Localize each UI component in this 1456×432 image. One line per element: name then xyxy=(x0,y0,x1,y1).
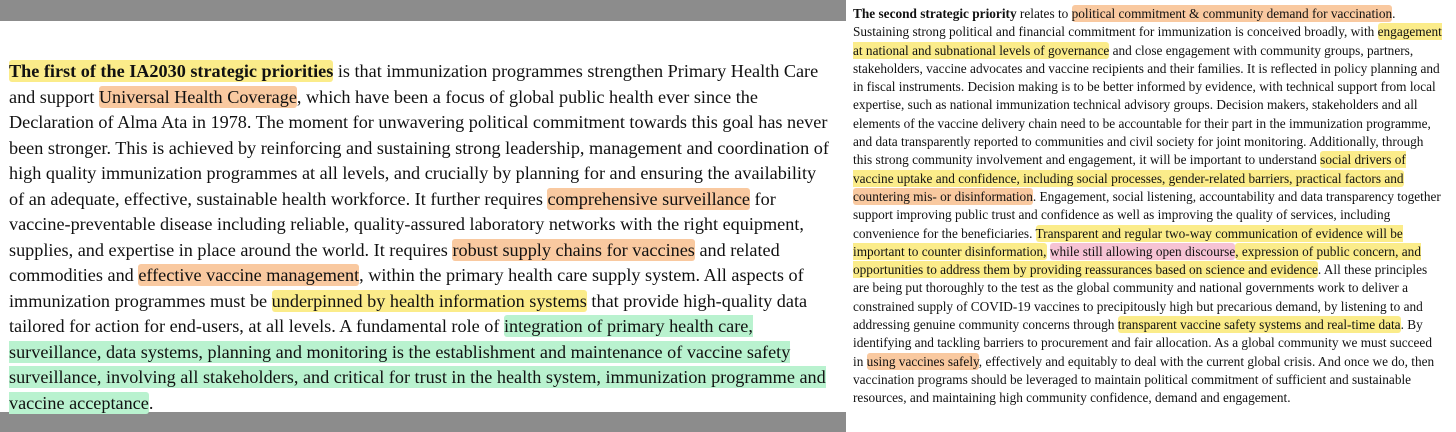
text-run: . Engagement, social listening, accountability and data transparency together support improving public trust and confidence as well as improving the quality of services, including convenience for the beneficiaries. xyxy=(853,188,1441,241)
text-run: and close engagement with community groups, partners, stakeholders, vaccine advocates and vaccine recipients and their families. It is reflected in policy planning and in fiscal instruments. Decision making is to be better informed by evidence, with technical support from local expertise, such as national immunization technical advisory groups. Decision makers, stakeholders and all elements of the vaccine delivery chain need to be accountable for their part in the immunization programme, and data transparently reported to communities and civil society for joint monitoring. Additionally, through this strong community involvement and engagement, it will be important to understand xyxy=(853,42,1440,168)
highlight-disinformation: countering mis- or disinformation xyxy=(853,188,1033,204)
highlight-uhc: Universal Health Coverage xyxy=(98,86,297,107)
text-run: . xyxy=(148,392,154,413)
text-run: . By identifying and tackling barriers to procurement and fair allocation. As a global community we must succeed in xyxy=(853,317,1432,369)
text-run: relates to xyxy=(1016,6,1072,21)
highlight-social-drivers: social drivers of vaccine uptake and confidence, including social processes, gender-related barriers, practical factors and xyxy=(853,152,1406,186)
first-priority-paragraph xyxy=(9,59,831,416)
text-run: , effectively and equitably to deal with the current global crisis. And once we do, then vaccination programs should be leveraged to maintain political commitment of sufficient and sustainable resources, and maintaining high community confidence, demand and engagement. xyxy=(853,353,1435,406)
highlight-public-concern: , expression of public concern, and opportunities to address them by providing reassurances based on science and evidence xyxy=(853,243,1421,278)
text-run: . Sustaining strong political and financial commitment for immunization is conceived broadly, with xyxy=(853,6,1396,40)
right-document-page xyxy=(846,0,1456,432)
text-run: for vaccine-preventable disease including reliable, quality-assured laboratory networks with the right equipment, supplies, and expertise in place around the world. It requires xyxy=(9,188,804,260)
text-run: , within the primary health care supply system. All aspects of immunization programmes must be xyxy=(9,265,804,311)
highlight-governance: engagement at national and subnational levels of governance xyxy=(853,24,1442,58)
text-run: is that immunization programmes strengthen Primary Health Care and support xyxy=(9,61,819,107)
highlight-vaccine-management: effective vaccine management xyxy=(138,265,360,285)
text-run: , which have been a focus of global public health ever since the Declaration of Alma Ata in 1978. The moment for unwavering political commitment towards this goal has never been stronger. This is achieved by reinforcing and sustaining strong leadership, management and coordination of high quality immunization programmes at all levels, and crucially by planning for and ensuring the availability of an adequate, effective, sustainable health workforce. It further requires xyxy=(9,86,829,209)
highlight-using-vaccines-safely: using vaccines safely xyxy=(866,353,979,369)
highlight-surveillance: comprehensive surveillance xyxy=(547,188,750,209)
text-run: . All these principles are being put thoroughly to the test as the global community and national governments work to deliver a constrained supply of COVID-19 vaccines to precipitously high but precarious demand, by listening to and addressing genuine community concerns through xyxy=(853,262,1428,333)
second-priority-heading: The second strategic priority xyxy=(853,6,1017,21)
text-run: that provide high-quality data tailored for action for end-users, at all levels. A fundamental role of xyxy=(9,290,808,336)
left-document-page xyxy=(0,21,846,412)
highlight-health-info-systems: underpinned by health information systems xyxy=(271,290,587,311)
first-priority-heading: The first of the IA2030 strategic priorities xyxy=(9,61,334,81)
highlight-supply-chains: robust supply chains for vaccines xyxy=(452,239,695,260)
second-priority-paragraph xyxy=(853,5,1443,408)
highlight-political-commitment: political commitment & community demand for vaccination xyxy=(1071,6,1393,21)
highlight-vaccine-safety-systems: transparent vaccine safety systems and real-time data xyxy=(1117,317,1401,333)
text-run: and related commodities and xyxy=(9,239,780,285)
highlight-integration: integration of primary health care, surveillance, data systems, planning and monitoring is the establishment and maintenance of vaccine safety surveillance, involving all stakeholders, and critical for trust in the health system, immunization programme and vaccine acceptance xyxy=(9,316,826,413)
highlight-two-way-communication: Transparent and regular two-way communication of evidence will be important to counter disinformation, xyxy=(853,225,1403,259)
highlight-open-discourse: while still allowing open discourse xyxy=(1049,243,1236,259)
highlight-title xyxy=(9,60,333,82)
